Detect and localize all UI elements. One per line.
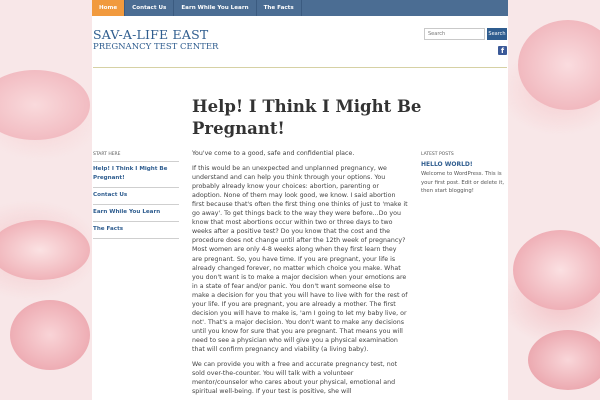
top-navigation	[92, 0, 508, 16]
site-description: PREGNANCY TEST CENTER	[93, 42, 219, 52]
nav-item-the-facts[interactable]: The Facts	[257, 0, 302, 16]
sidebar-item-contact-us[interactable]: Contact Us	[93, 188, 179, 205]
latest-posts-heading: LATEST POSTS	[421, 152, 454, 157]
content-paragraph: We can provide you with a free and accurate pregnancy test, not sold over-the-counter. You will talk with a volunteer mentor/counselor who cares about your physical, emotional and spiritual well-being. If your test is positive, she will	[192, 361, 398, 396]
latest-post-link[interactable]: HELLO WORLD!	[421, 161, 473, 168]
sidebar-item-earn-while-you-learn[interactable]: Earn While You Learn	[93, 205, 179, 222]
sidebar-item-the-facts[interactable]: The Facts	[93, 222, 179, 239]
nav-item-home[interactable]: Home	[92, 0, 125, 16]
page-title: Help! I Think I Might Be Pregnant!	[192, 97, 422, 138]
nav-item-earn-while-you-learn[interactable]: Earn While You Learn	[174, 0, 256, 16]
search-button[interactable]: Search	[487, 28, 507, 40]
facebook-icon[interactable]: f	[498, 46, 507, 55]
latest-post-excerpt: Welcome to WordPress. This is your first post. Edit or delete it, then start blogging!	[421, 171, 505, 195]
sidebar-menu	[93, 161, 179, 239]
site-title[interactable]: SAV-A-LIFE EAST	[93, 27, 209, 42]
sidebar-heading: START HERE	[93, 152, 121, 157]
content-paragraph: If this would be an unexpected and unplanned pregnancy, we understand and can help you think through your options. You probably already know your choices: abortion, parenting or adoption. None of them may look good, we know. I said abortion first because that's often the first thing one thinks of just to 'make it go away'. To get things back to the way they were before...Do you know that most abortions occur within two or three days to two weeks after a positive test? Do you know that the cost and the procedure does not change until after the 12th week of pregnancy? Most women are only 4-8 weeks along when they first learn they are pregnant. So, you have time. If you are pregnant, your life is already changed forever, no matter which choice you make. What you don't want is to make a major decision when your emotions are in a state of fear and/or panic. You don't want someone else to make a decision for you that you will have to live with for the rest of your life. If you are pregnant, you are already a mother. The first decision you will have to make is, 'am I going to let my baby live, or not'. That's a major decision. You don't want to make any decisions until you know for sure that you are pregnant. That means you will need to see a physician who will give you a physical examination that will confirm pregnancy and viability (a living baby).	[192, 164, 408, 354]
background-art-right	[508, 0, 600, 400]
nav-item-contact-us[interactable]: Contact Us	[125, 0, 174, 16]
header-divider	[93, 67, 507, 68]
background-art-left	[0, 0, 92, 400]
content-paragraph: You've come to a good, safe and confidential place.	[192, 150, 355, 157]
search-input[interactable]	[424, 28, 485, 40]
main-content	[192, 149, 408, 400]
sidebar-item-help[interactable]: Help! I Think I Might Be Pregnant!	[93, 161, 179, 188]
